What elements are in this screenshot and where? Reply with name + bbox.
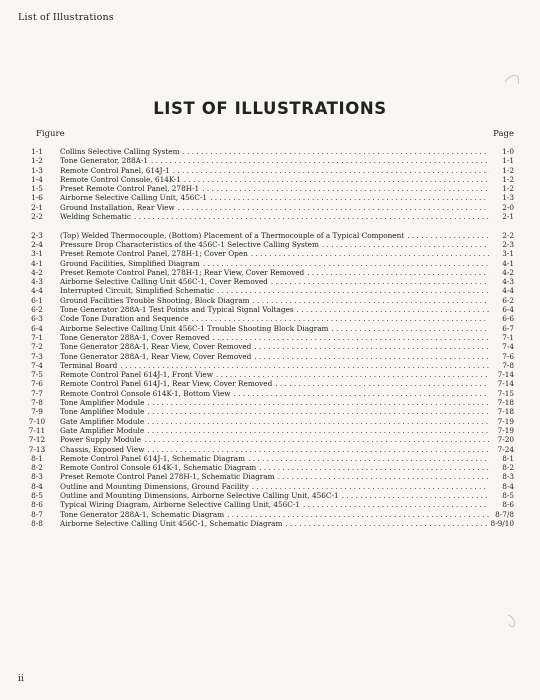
page-number: 7-14	[497, 379, 514, 389]
page-number: 8-7/8	[495, 509, 514, 519]
figure-number: 4-3	[31, 277, 43, 287]
dot-leader	[248, 454, 489, 463]
page-number: 4-1	[502, 258, 514, 268]
list-item	[18, 156, 514, 165]
list-item	[18, 426, 514, 435]
figure-number: 8-3	[31, 472, 43, 482]
figure-number: 4-4	[31, 286, 43, 296]
page-number: 4-2	[502, 267, 514, 277]
page-number: 7-19	[497, 416, 514, 426]
dot-leader	[184, 175, 489, 184]
list-item	[18, 370, 514, 379]
figure-title: Power Supply Module	[60, 435, 142, 445]
figure-title: Tone Generator, 288A-1	[60, 156, 148, 166]
figure-title: Tone Generator 288A-1, Cover Removed	[60, 332, 210, 342]
list-item	[18, 510, 514, 519]
dot-leader	[322, 240, 489, 249]
figure-number: 8-5	[31, 490, 43, 500]
list-item	[18, 268, 514, 277]
dot-leader	[278, 472, 489, 481]
figure-number: 7-2	[31, 342, 43, 352]
list-item	[18, 184, 514, 193]
list-item	[18, 435, 514, 444]
figure-title: Airborne Selective Calling Unit 456C-1, Cover Removed	[60, 277, 268, 287]
figure-number: 7-7	[31, 388, 43, 398]
figure-number: 1-4	[31, 174, 43, 184]
figure-title: Outline and Mounting Dimensions, Ground Facility	[60, 481, 249, 491]
figure-title: Tone Generator 288A-1, Rear View, Cover Removed	[60, 351, 252, 361]
figure-title: Preset Remote Control Panel, 278H-1; Rear View, Cover Removed	[60, 267, 305, 277]
dot-leader	[147, 426, 489, 435]
list-item	[18, 342, 514, 351]
dot-leader	[234, 389, 489, 398]
page-number: 7-8	[502, 360, 514, 370]
figure-number: 2-1	[31, 202, 43, 212]
dot-leader	[285, 519, 487, 528]
dot-leader	[151, 156, 489, 165]
figure-number: 7-11	[28, 425, 46, 435]
list-item	[18, 240, 514, 249]
figure-number: 7-10	[28, 416, 46, 426]
figure-title: Gate Amplifier Module	[60, 425, 145, 435]
figure-title: Remote Control Console, 614K-1	[60, 174, 181, 184]
figure-number: 7-5	[31, 370, 43, 380]
figure-title: Welding Schematic	[60, 212, 131, 222]
figure-title: Ground Facilities, Simplified Diagram	[60, 258, 200, 268]
page-scuff-mark	[504, 612, 520, 630]
dot-leader	[342, 491, 489, 500]
figure-title: Remote Control Console 614K-1, Bottom View	[60, 388, 231, 398]
figure-number: 8-6	[31, 500, 43, 510]
page-number: 8-4	[502, 481, 514, 491]
list-item	[18, 175, 514, 184]
figure-title: Interrupted Circuit, Simplified Schematic	[60, 286, 215, 296]
page-number: 6-4	[502, 305, 514, 315]
figure-number: 6-2	[31, 305, 43, 315]
list-item	[18, 417, 514, 426]
list-item	[18, 519, 514, 528]
figure-title: Preset Remote Control Panel, 278H-1; Cover Open	[60, 249, 248, 259]
dot-leader	[178, 203, 489, 212]
page-number: 2-3	[502, 239, 514, 249]
list-item	[18, 472, 514, 481]
figure-number: 1-5	[31, 184, 43, 194]
figure-column-header: Figure	[36, 129, 65, 139]
dot-leader	[182, 147, 489, 156]
figure-number: 7-1	[31, 332, 43, 342]
page-number: 7-15	[497, 388, 514, 398]
figure-number: 2-4	[31, 239, 43, 249]
list-item	[18, 286, 514, 295]
list-item	[18, 259, 514, 268]
figure-number: 7-4	[31, 360, 43, 370]
page-number: 1-0	[502, 147, 514, 156]
figure-title: Gate Amplifier Module	[60, 416, 145, 426]
dot-leader	[254, 342, 489, 351]
list-item	[18, 445, 514, 454]
dot-leader	[216, 370, 489, 379]
page-number: 3-1	[502, 249, 514, 259]
figure-title: Remote Control Panel 614J-1, Schematic Diagram	[60, 453, 246, 463]
page-number: 1-3	[502, 193, 514, 203]
list-item	[18, 324, 514, 333]
figure-number: 8-1	[31, 453, 43, 463]
list-item	[18, 407, 514, 416]
list-item	[18, 166, 514, 175]
figure-title: Remote Control Panel 614J-1, Rear View, Cover Removed	[60, 379, 273, 389]
figure-title: Pressure Drop Characteristics of the 456C-1 Selective Calling System	[60, 239, 319, 249]
figure-title: Terminal Board	[60, 360, 118, 370]
page-number: 8-9/10	[490, 518, 514, 528]
page-number: 1-2	[502, 165, 514, 175]
list-item	[18, 305, 514, 314]
dot-leader	[147, 407, 489, 416]
dot-leader	[210, 193, 489, 202]
figure-number: 4-1	[31, 258, 43, 268]
list-item	[18, 454, 514, 463]
figure-number: 6-3	[31, 314, 43, 324]
page-number: 2-1	[502, 212, 514, 222]
figure-number: 7-8	[31, 398, 43, 408]
figure-title: Airborne Selective Calling Unit 456C-1 Trouble Shooting Block Diagram	[60, 323, 329, 333]
list-item	[18, 147, 514, 156]
dot-leader	[203, 259, 489, 268]
list-item	[18, 296, 514, 305]
figure-number: 1-2	[31, 156, 43, 166]
figure-title: Remote Control Panel 614J-1, Front View	[60, 370, 213, 380]
dot-leader	[120, 361, 489, 370]
page-number: 7-4	[502, 342, 514, 352]
figure-title: Outline and Mounting Dimensions, Airborne Selective Calling Unit, 456C-1	[60, 490, 339, 500]
page-folio: ii	[18, 674, 24, 684]
page-number: 8-5	[502, 490, 514, 500]
page-number: 4-3	[502, 277, 514, 287]
page-number: 1-2	[502, 184, 514, 194]
page-column-header: Page	[493, 129, 514, 139]
page-number: 1-2	[502, 174, 514, 184]
page-number: 8-6	[502, 500, 514, 510]
dot-leader	[202, 184, 489, 193]
figure-number: 1-6	[31, 193, 43, 203]
dot-leader	[331, 324, 489, 333]
list-item	[18, 203, 514, 212]
list-item	[18, 249, 514, 258]
list-item	[18, 314, 514, 323]
dot-leader	[192, 314, 489, 323]
page-number: 8-2	[502, 463, 514, 473]
list-item	[18, 277, 514, 286]
figure-title: Preset Remote Control Panel, 278H-1	[60, 184, 200, 194]
dot-leader	[254, 352, 489, 361]
illustrations-list	[18, 147, 514, 528]
figure-number: 1-3	[31, 165, 43, 175]
page-number: 8-3	[502, 472, 514, 482]
list-item	[18, 221, 514, 240]
page-number: 7-6	[502, 351, 514, 361]
dot-leader	[217, 286, 489, 295]
dot-leader	[271, 277, 489, 286]
figure-title: Airborne Selective Calling Unit 456C-1, Schematic Diagram	[60, 518, 283, 528]
page-number: 7-20	[497, 435, 514, 445]
list-item	[18, 491, 514, 500]
page-number: 6-7	[502, 323, 514, 333]
dot-leader	[134, 212, 489, 221]
figure-number: 8-7	[31, 509, 43, 519]
dot-leader	[144, 435, 489, 444]
figure-number: 1-1	[31, 147, 43, 156]
figure-number: 7-9	[31, 407, 43, 417]
dot-leader	[227, 510, 489, 519]
figure-number: 8-8	[31, 518, 43, 528]
figure-title: Tone Amplifier Module	[60, 398, 145, 408]
dot-leader	[252, 482, 489, 491]
page-number: 8-1	[502, 453, 514, 463]
figure-number: 3-1	[31, 249, 43, 259]
list-item	[18, 333, 514, 342]
dot-leader	[275, 379, 489, 388]
dot-leader	[407, 231, 489, 240]
list-item	[18, 482, 514, 491]
list-item	[18, 463, 514, 472]
page-number: 2-2	[502, 230, 514, 240]
page-number: 7-19	[497, 425, 514, 435]
figure-title: Airborne Selective Calling Unit, 456C-1	[60, 193, 208, 203]
figure-number: 8-2	[31, 463, 43, 473]
figure-title: Remote Control Panel, 614J-1	[60, 165, 170, 175]
list-item	[18, 500, 514, 509]
page-title: LIST OF ILLUSTRATIONS	[153, 99, 387, 118]
figure-number: 6-4	[31, 323, 43, 333]
dot-leader	[252, 296, 489, 305]
list-item	[18, 361, 514, 370]
list-item	[18, 398, 514, 407]
page-number: 7-18	[497, 398, 514, 408]
figure-title: Remote Control Console 614K-1, Schematic Diagram	[60, 463, 257, 473]
list-item	[18, 212, 514, 221]
page-number: 6-2	[502, 295, 514, 305]
page-number: 1-1	[502, 156, 514, 166]
figure-title: Tone Generator 288A-1, Schematic Diagram	[60, 509, 225, 519]
page-number: 6-6	[502, 314, 514, 324]
figure-number: 4-2	[31, 267, 43, 277]
dot-leader	[147, 445, 489, 454]
figure-title: Collins Selective Calling System	[60, 147, 180, 156]
dot-leader	[307, 268, 489, 277]
figure-title: Preset Remote Control Panel 278H-1, Schematic Diagram	[60, 472, 275, 482]
dot-leader	[259, 463, 489, 472]
running-head: List of Illustrations	[18, 12, 114, 23]
page-number: 4-4	[502, 286, 514, 296]
figure-number: 8-4	[31, 481, 43, 491]
figure-title: Tone Generator 288A-1 Test Points and Typical Signal Voltages	[60, 305, 294, 315]
dot-leader	[213, 333, 489, 342]
figure-title: Ground Facilities Trouble Shooting, Block Diagram	[60, 295, 250, 305]
dot-leader	[147, 417, 489, 426]
list-item	[18, 389, 514, 398]
figure-title: Chassis, Exposed View	[60, 444, 145, 454]
figure-title: Tone Amplifier Module	[60, 407, 145, 417]
dot-leader	[173, 166, 489, 175]
figure-title: Code Tone Duration and Sequence	[60, 314, 189, 324]
page-number: 7-1	[502, 332, 514, 342]
page-scuff-mark	[502, 70, 522, 90]
figure-title: Tone Generator 288A-1, Rear View, Cover Removed	[60, 342, 252, 352]
page-number: 2-0	[502, 202, 514, 212]
figure-number: 2-3	[31, 230, 43, 240]
dot-leader	[303, 500, 489, 509]
list-item	[18, 352, 514, 361]
list-item	[18, 193, 514, 202]
figure-title: Ground Installation, Rear View	[60, 202, 175, 212]
figure-number: 6-1	[31, 295, 43, 305]
figure-title: Typical Wiring Diagram, Airborne Selective Calling Unit, 456C-1	[60, 500, 300, 510]
figure-number: 7-12	[28, 435, 46, 445]
page-number: 7-24	[497, 444, 514, 454]
dot-leader	[147, 398, 489, 407]
page-number: 7-14	[497, 370, 514, 380]
list-item	[18, 379, 514, 388]
figure-number: 7-3	[31, 351, 43, 361]
page-number: 7-18	[497, 407, 514, 417]
figure-title: (Top) Welded Thermocouple, (Bottom) Placement of a Thermocouple of a Typical Component	[60, 230, 405, 240]
figure-number: 7-6	[31, 379, 43, 389]
dot-leader	[251, 249, 489, 258]
figure-number: 2-2	[31, 212, 43, 222]
figure-number: 7-13	[28, 444, 46, 454]
dot-leader	[297, 305, 489, 314]
